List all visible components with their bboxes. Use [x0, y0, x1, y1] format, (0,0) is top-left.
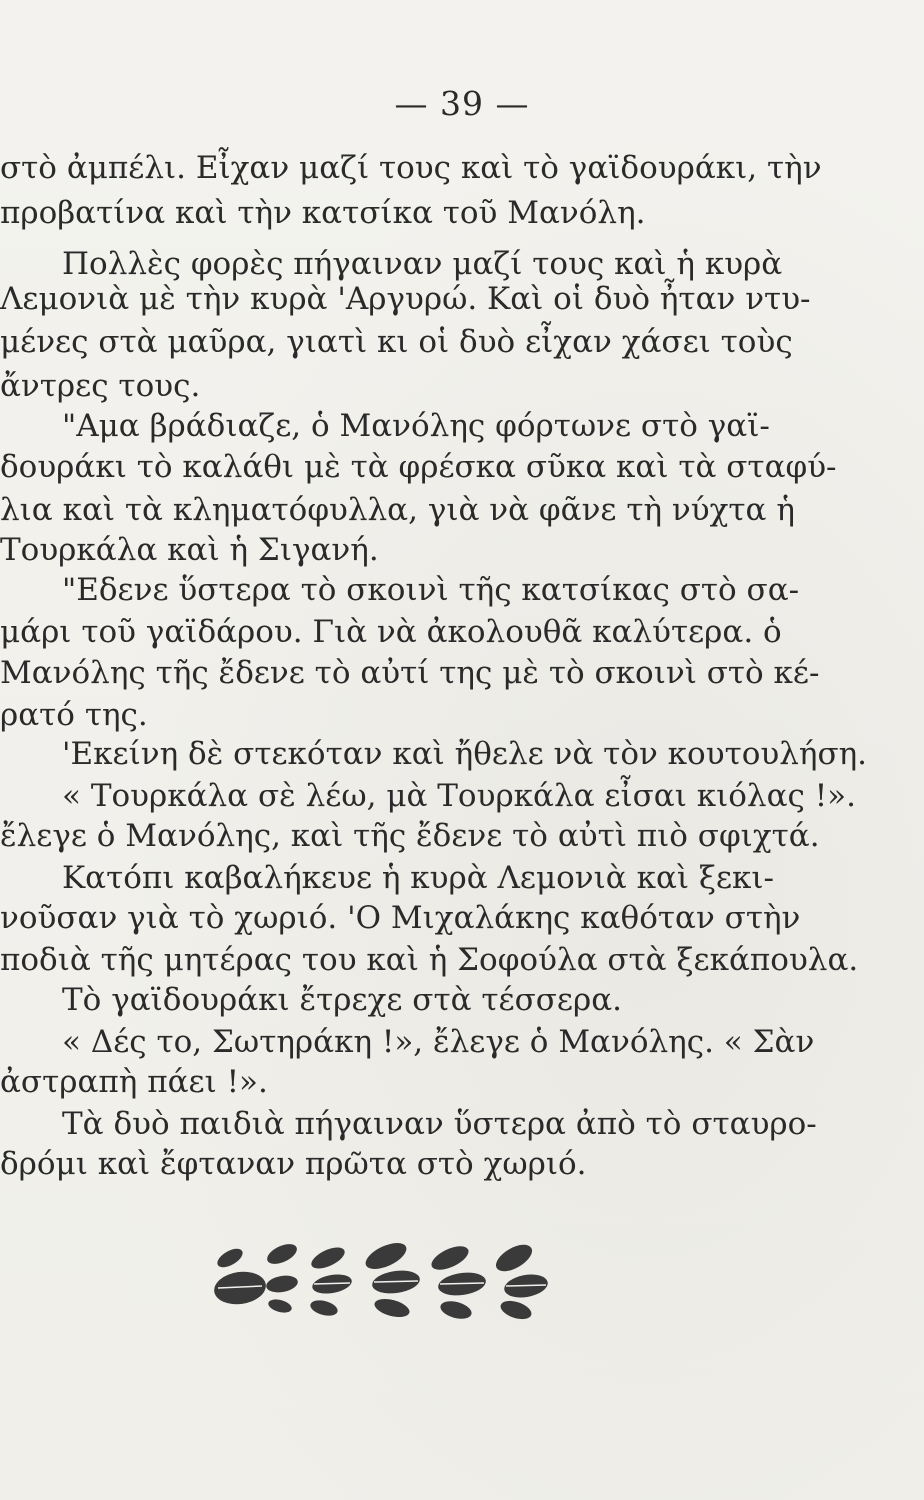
text-line: στὸ ἀμπέλι. Εἶχαν μαζί τους καὶ τὸ γαϊδουράκι, τὴν — [0, 150, 822, 186]
text-line: Τὸ γαϊδουράκι ἔτρεχε στὰ τέσσερα. — [62, 982, 622, 1018]
text-line: Τουρκάλα καὶ ἡ Σιγανή. — [0, 532, 379, 568]
text-line: δρόμι καὶ ἔφταναν πρῶτα στὸ χωριό. — [0, 1146, 587, 1182]
text-line: ποδιὰ τῆς μητέρας του καὶ ἡ Σοφούλα στὰ ξεκάπουλα. — [0, 942, 859, 978]
text-line: « Δές το, Σωτηράκη !», ἔλεγε ὁ Μανόλης. « Σὰν — [62, 1024, 815, 1060]
text-line: δουράκι τὸ καλάθι μὲ τὰ φρέσκα σῦκα καὶ τὰ σταφύ- — [0, 449, 837, 485]
text-line: 'Εκείνη δὲ στεκόταν καὶ ἤθελε νὰ τὸν κουτουλήση. — [62, 736, 868, 772]
text-line: μάρι τοῦ γαϊδάρου. Γιὰ νὰ ἀκολουθᾶ καλύτερα. ὁ — [0, 614, 782, 650]
text-line: μένες στὰ μαῦρα, γιατὶ κι οἱ δυὸ εἶχαν χάσει τοὺς — [0, 324, 793, 360]
text-line: Πολλὲς φορὲς πήγαιναν μαζί τους καὶ ἡ κυρὰ — [62, 246, 783, 282]
text-line: λια καὶ τὰ κληματόφυλλα, γιὰ νὰ φᾶνε τὴ νύχτα ἡ — [0, 492, 795, 528]
text-line: νοῦσαν γιὰ τὸ χωριό. 'Ο Μιχαλάκης καθόταν στὴν — [0, 900, 801, 936]
text-line: προβατίνα καὶ τὴν κατσίκα τοῦ Μανόλη. — [0, 195, 646, 231]
text-line: Λεμονιὰ μὲ τὴν κυρὰ 'Αργυρώ. Καὶ οἱ δυὸ ἦταν ντυ- — [0, 281, 811, 317]
text-line: ρατό της. — [0, 697, 148, 733]
text-line: « Τουρκάλα σὲ λέω, μὰ Τουρκάλα εἶσαι κιόλας !». — [62, 778, 856, 814]
text-line: Κατόπι καβαλήκευε ἡ κυρὰ Λεμονιὰ καὶ ξεκι- — [62, 860, 775, 896]
text-line: ἔλεγε ὁ Μανόλης, καὶ τῆς ἔδενε τὸ αὐτὶ πιὸ σφιχτά. — [0, 818, 820, 854]
text-line: "Εδενε ὕστερα τὸ σκοινὶ τῆς κατσίκας στὸ σα- — [62, 572, 800, 608]
text-line: ἀστραπὴ πάει !». — [0, 1064, 268, 1100]
text-line: Μανόλης τῆς ἔδενε τὸ αὐτί της μὲ τὸ σκοινὶ στὸ κέ- — [0, 655, 820, 691]
olive-leaf-ornament-icon — [200, 1236, 560, 1326]
page-number: — 39 — — [394, 84, 530, 123]
text-line: "Αμα βράδιαζε, ὁ Μανόλης φόρτωνε στὸ γαϊ- — [62, 408, 770, 444]
text-line: Τὰ δυὸ παιδιὰ πήγαιναν ὕστερα ἀπὸ τὸ σταυρο- — [62, 1106, 817, 1142]
text-line: ἄντρες τους. — [0, 368, 201, 404]
